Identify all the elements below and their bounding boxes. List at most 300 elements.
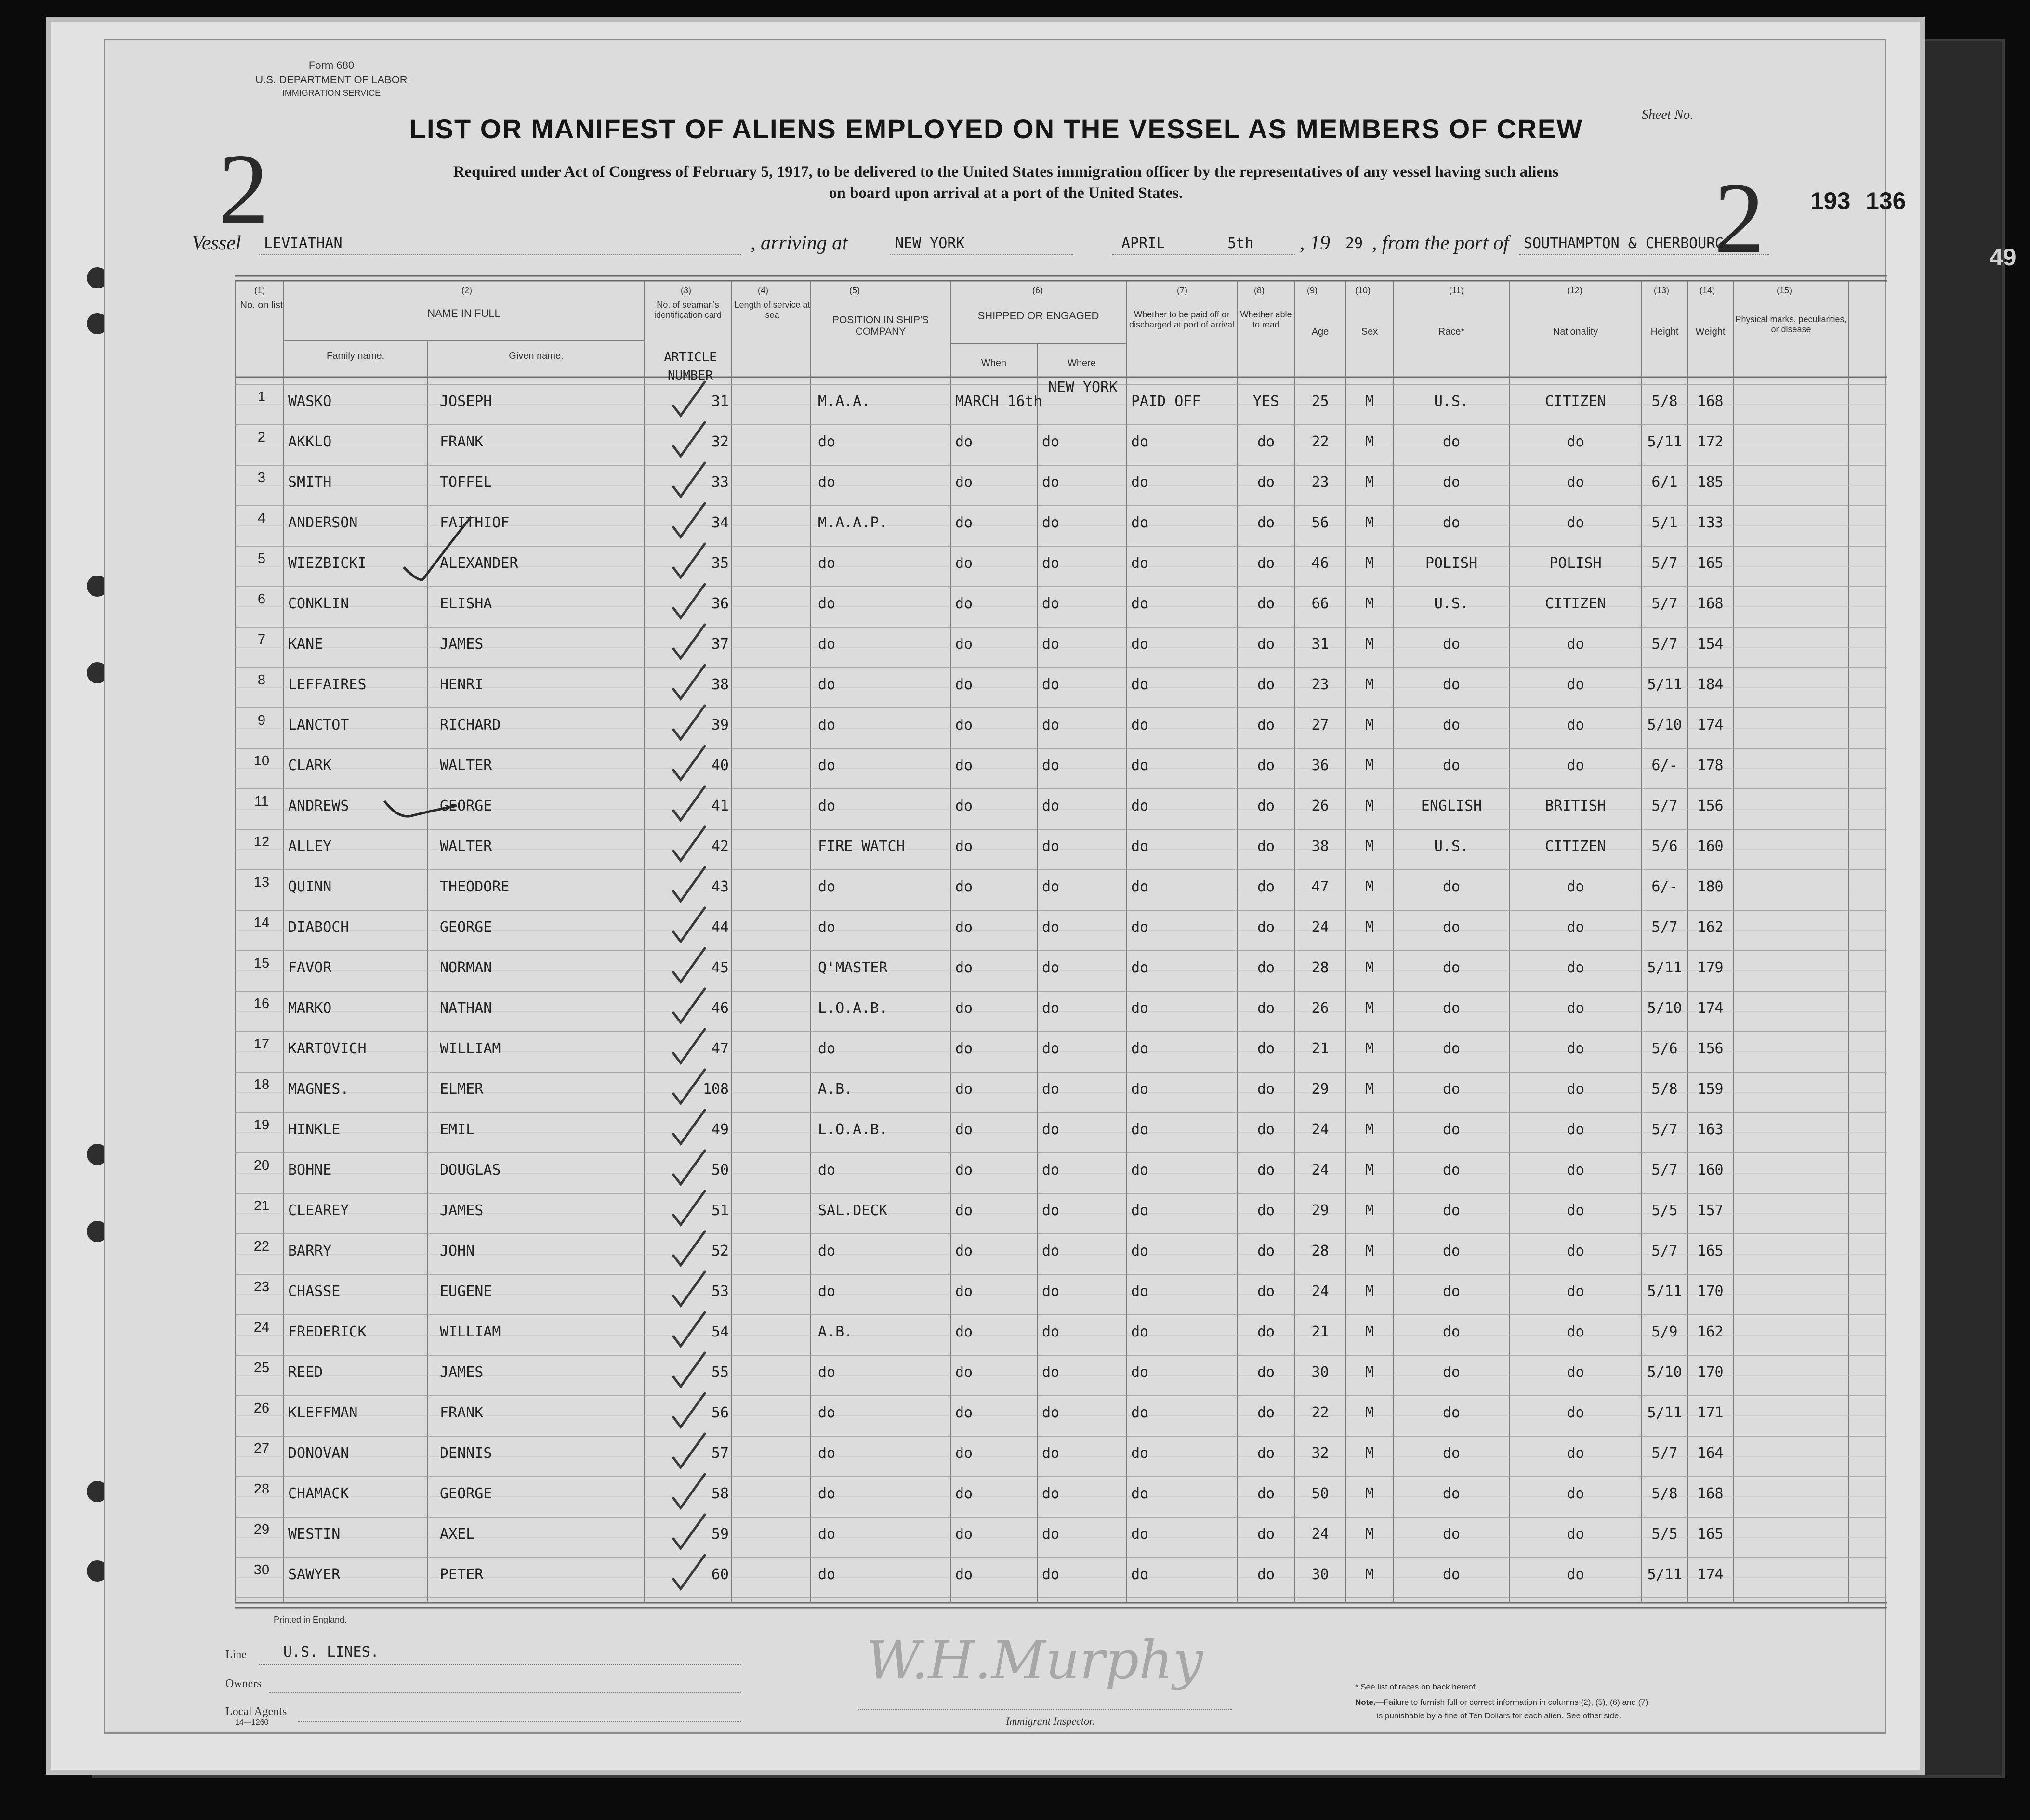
- row-when: MARCH 16th: [955, 393, 1042, 410]
- row-weight: 164: [1697, 1445, 1724, 1462]
- row-given: JAMES: [440, 1364, 484, 1381]
- row-weight: 160: [1697, 1162, 1724, 1178]
- row-no: 12: [253, 834, 270, 850]
- row-sex: M: [1365, 717, 1374, 733]
- row-given: GEORGE: [440, 919, 492, 936]
- row-family: WIEZBICKI: [288, 555, 367, 572]
- row-family: MARKO: [288, 1000, 332, 1017]
- row-given: PETER: [440, 1566, 484, 1583]
- col11-number: (11): [1449, 286, 1464, 295]
- row-position: do: [818, 1162, 836, 1178]
- row-read: do: [1257, 1526, 1275, 1543]
- row-read: YES: [1252, 393, 1279, 410]
- row-given: HENRI: [440, 676, 484, 693]
- row-when: do: [955, 1445, 973, 1462]
- row-read: do: [1257, 1566, 1275, 1583]
- row-paid: do: [1131, 1202, 1149, 1219]
- row-given: ALEXANDER: [440, 555, 518, 572]
- department-label: U.S. DEPARTMENT OF LABOR: [255, 74, 408, 86]
- row-paid: do: [1131, 1566, 1149, 1583]
- row-race: do: [1442, 1526, 1461, 1543]
- row-sex: M: [1365, 1040, 1374, 1057]
- row-card: 58: [711, 1485, 729, 1502]
- row-sex: M: [1365, 514, 1374, 531]
- col2a-header: Family name.: [326, 351, 385, 361]
- row-when: do: [955, 798, 973, 814]
- row-weight: 133: [1697, 514, 1724, 531]
- row-where: do: [1042, 1485, 1060, 1502]
- row-age: 38: [1311, 838, 1329, 855]
- row-position: do: [818, 595, 836, 612]
- row-nationality: CITIZEN: [1545, 838, 1606, 855]
- row-sex: M: [1365, 1283, 1374, 1300]
- row-position: do: [818, 1404, 836, 1421]
- row-height: 5/8: [1651, 1485, 1678, 1502]
- row-card: 32: [711, 433, 729, 450]
- row-no: 24: [253, 1320, 270, 1335]
- row-weight: 180: [1697, 878, 1724, 895]
- row-no: 14: [253, 915, 270, 930]
- row-card: 57: [711, 1445, 729, 1462]
- row-height: 5/9: [1651, 1323, 1678, 1340]
- row-nationality: do: [1567, 676, 1584, 693]
- row-paid: do: [1131, 595, 1149, 612]
- row-age: 24: [1311, 1526, 1329, 1543]
- row-when: do: [955, 1364, 973, 1381]
- col1-header: No. on list: [240, 300, 283, 311]
- row-age: 29: [1311, 1081, 1329, 1098]
- row-card: 54: [711, 1323, 729, 1340]
- row-given: GEORGE: [440, 798, 492, 814]
- row-weight: 162: [1697, 1323, 1724, 1340]
- row-read: do: [1257, 1243, 1275, 1259]
- row-sex: M: [1365, 757, 1374, 774]
- owners-dotted-line: [269, 1692, 741, 1693]
- row-given: EUGENE: [440, 1283, 492, 1300]
- col8-number: (8): [1254, 286, 1265, 295]
- col10-number: (10): [1355, 286, 1371, 295]
- row-where: do: [1042, 919, 1060, 936]
- row-where: NEW YORK: [1048, 379, 1118, 396]
- row-nationality: do: [1567, 1121, 1584, 1138]
- row-position: M.A.A.: [818, 393, 870, 410]
- col11-header: Race*: [1438, 327, 1465, 337]
- row-nationality: do: [1567, 1040, 1584, 1057]
- row-nationality: do: [1567, 1081, 1584, 1098]
- row-paid: do: [1131, 676, 1149, 693]
- row-position: do: [818, 919, 836, 936]
- row-where: do: [1042, 1404, 1060, 1421]
- row-height: 5/11: [1647, 959, 1682, 976]
- row-age: 24: [1311, 1283, 1329, 1300]
- row-read: do: [1257, 555, 1275, 572]
- row-nationality: do: [1567, 757, 1584, 774]
- row-race: do: [1442, 433, 1461, 450]
- row-where: do: [1042, 838, 1060, 855]
- big-sheet-number-right: 2: [1714, 162, 1765, 274]
- row-nationality: do: [1567, 1162, 1584, 1178]
- row-given: ELISHA: [440, 595, 492, 612]
- row-card: 38: [711, 676, 729, 693]
- row-given: DOUGLAS: [440, 1162, 501, 1178]
- row-paid: do: [1131, 555, 1149, 572]
- row-family: FAVOR: [288, 959, 332, 976]
- row-no: 2: [257, 430, 266, 445]
- signature-dotted-line: [857, 1709, 1232, 1710]
- row-family: ANDREWS: [288, 798, 349, 814]
- col2b-header: Given name.: [509, 351, 564, 361]
- row-age: 50: [1311, 1485, 1329, 1502]
- row-read: do: [1257, 1202, 1275, 1219]
- col6-number: (6): [1032, 286, 1043, 295]
- row-where: do: [1042, 1323, 1060, 1340]
- row-read: do: [1257, 1162, 1275, 1178]
- row-no: 4: [257, 511, 266, 526]
- row-where: do: [1042, 595, 1060, 612]
- row-sex: M: [1365, 393, 1374, 410]
- col15-header: Physical marks, peculiarities, or disease: [1735, 314, 1847, 334]
- row-nationality: do: [1567, 1283, 1584, 1300]
- row-race: ENGLISH: [1421, 798, 1482, 814]
- row-given: NATHAN: [440, 1000, 492, 1017]
- col8-header: Whether able to read: [1240, 310, 1292, 329]
- col12-header: Nationality: [1553, 327, 1598, 337]
- row-height: 5/7: [1651, 636, 1678, 653]
- row-paid: do: [1131, 1323, 1149, 1340]
- row-when: do: [955, 838, 973, 855]
- row-age: 26: [1311, 798, 1329, 814]
- row-race: do: [1442, 1000, 1461, 1017]
- printed-in: Printed in England.: [274, 1615, 347, 1624]
- row-position: do: [818, 757, 836, 774]
- row-nationality: do: [1567, 514, 1584, 531]
- row-sex: M: [1365, 878, 1374, 895]
- row-weight: 174: [1697, 1000, 1724, 1017]
- row-nationality: do: [1567, 1526, 1584, 1543]
- col6a-header: When: [981, 358, 1007, 368]
- row-read: do: [1257, 433, 1275, 450]
- row-no: 26: [253, 1401, 270, 1416]
- row-no: 21: [253, 1198, 270, 1214]
- row-where: do: [1042, 676, 1060, 693]
- row-age: 25: [1311, 393, 1329, 410]
- row-race: do: [1442, 1243, 1461, 1259]
- row-race: do: [1442, 1445, 1461, 1462]
- row-when: do: [955, 1566, 973, 1583]
- row-height: 5/7: [1651, 555, 1678, 572]
- row-read: do: [1257, 1081, 1275, 1098]
- edge-number: 49: [1990, 244, 2017, 271]
- margin-number-2: 136: [1866, 187, 1906, 214]
- row-nationality: do: [1567, 1404, 1584, 1421]
- row-position: do: [818, 474, 836, 491]
- row-no: 8: [257, 672, 266, 688]
- row-nationality: do: [1567, 717, 1584, 733]
- row-nationality: CITIZEN: [1545, 393, 1606, 410]
- row-position: do: [818, 717, 836, 733]
- row-card: 33: [711, 474, 729, 491]
- row-weight: 165: [1697, 1526, 1724, 1543]
- row-where: do: [1042, 1000, 1060, 1017]
- row-no: 16: [253, 996, 270, 1011]
- col6-header: SHIPPED OR ENGAGED: [977, 310, 1099, 322]
- row-nationality: do: [1567, 1485, 1584, 1502]
- row-sex: M: [1365, 676, 1374, 693]
- row-no: 27: [253, 1441, 270, 1456]
- row-when: do: [955, 1081, 973, 1098]
- row-given: WILLIAM: [440, 1040, 501, 1057]
- row-when: do: [955, 1323, 973, 1340]
- row-age: 47: [1311, 878, 1329, 895]
- row-given: WILLIAM: [440, 1323, 501, 1340]
- row-age: 46: [1311, 555, 1329, 572]
- row-age: 28: [1311, 959, 1329, 976]
- row-nationality: do: [1567, 1445, 1584, 1462]
- col3-header: No. of seaman's identification card: [654, 300, 722, 320]
- row-where: do: [1042, 555, 1060, 572]
- row-weight: 156: [1697, 1040, 1724, 1057]
- row-no: 22: [253, 1239, 270, 1254]
- arrival-port: NEW YORK: [895, 235, 965, 252]
- row-race: do: [1442, 1404, 1461, 1421]
- row-position: do: [818, 1566, 836, 1583]
- row-read: do: [1257, 676, 1275, 693]
- row-when: do: [955, 676, 973, 693]
- row-position: do: [818, 1040, 836, 1057]
- row-sex: M: [1365, 636, 1374, 653]
- row-where: do: [1042, 1040, 1060, 1057]
- row-family: SAWYER: [288, 1566, 341, 1583]
- row-height: 5/8: [1651, 393, 1678, 410]
- row-age: 30: [1311, 1566, 1329, 1583]
- row-family: DONOVAN: [288, 1445, 349, 1462]
- row-position: A.B.: [818, 1081, 853, 1098]
- row-given: JOHN: [440, 1243, 475, 1259]
- row-position: do: [818, 1485, 836, 1502]
- row-race: U.S.: [1434, 393, 1469, 410]
- row-no: 17: [253, 1036, 270, 1052]
- row-height: 5/6: [1651, 1040, 1678, 1057]
- row-race: do: [1442, 636, 1461, 653]
- row-age: 36: [1311, 757, 1329, 774]
- row-age: 30: [1311, 1364, 1329, 1381]
- col4-header: Length of service at sea: [734, 300, 810, 320]
- row-age: 26: [1311, 1000, 1329, 1017]
- line-dotted-line: [259, 1664, 741, 1665]
- col3-number: (3): [681, 286, 691, 295]
- row-given: JAMES: [440, 1202, 484, 1219]
- row-card: 34: [711, 514, 729, 531]
- row-race: do: [1442, 1121, 1461, 1138]
- row-race: do: [1442, 1485, 1461, 1502]
- row-no: 7: [257, 632, 266, 647]
- row-weight: 159: [1697, 1081, 1724, 1098]
- penalty-note: [1355, 1698, 1648, 1707]
- row-card: 52: [711, 1243, 729, 1259]
- row-given: JOSEPH: [440, 393, 492, 410]
- row-nationality: do: [1567, 1000, 1584, 1017]
- row-paid: do: [1131, 1121, 1149, 1138]
- row-no: 20: [253, 1158, 270, 1173]
- row-family: AKKLO: [288, 433, 332, 450]
- row-read: do: [1257, 514, 1275, 531]
- row-sex: M: [1365, 1323, 1374, 1340]
- row-read: do: [1257, 474, 1275, 491]
- row-when: do: [955, 1404, 973, 1421]
- margin-number: 193: [1810, 187, 1851, 214]
- row-sex: M: [1365, 1485, 1374, 1502]
- col15-number: (15): [1777, 286, 1793, 295]
- row-height: 5/7: [1651, 1445, 1678, 1462]
- row-weight: 172: [1697, 433, 1724, 450]
- row-position: A.B.: [818, 1323, 853, 1340]
- row-weight: 178: [1697, 757, 1724, 774]
- row-read: do: [1257, 636, 1275, 653]
- row-paid: do: [1131, 1283, 1149, 1300]
- row-position: do: [818, 1243, 836, 1259]
- row-race: U.S.: [1434, 838, 1469, 855]
- row-when: do: [955, 1121, 973, 1138]
- row-given: TOFFEL: [440, 474, 492, 491]
- row-race: do: [1442, 1323, 1461, 1340]
- row-sex: M: [1365, 433, 1374, 450]
- row-family: CLARK: [288, 757, 332, 774]
- row-where: do: [1042, 1162, 1060, 1178]
- row-paid: do: [1131, 919, 1149, 936]
- row-height: 5/8: [1651, 1081, 1678, 1098]
- row-paid: do: [1131, 1404, 1149, 1421]
- row-given: FRANK: [440, 433, 484, 450]
- row-paid: do: [1131, 474, 1149, 491]
- row-nationality: do: [1567, 636, 1584, 653]
- inspector-label: Immigrant Inspector.: [1006, 1715, 1095, 1727]
- row-when: do: [955, 717, 973, 733]
- row-race: do: [1442, 514, 1461, 531]
- row-paid: do: [1131, 1364, 1149, 1381]
- row-paid: do: [1131, 1485, 1149, 1502]
- row-height: 5/10: [1647, 1364, 1682, 1381]
- row-race: do: [1442, 717, 1461, 733]
- row-position: do: [818, 1283, 836, 1300]
- row-paid: do: [1131, 838, 1149, 855]
- row-sex: M: [1365, 1526, 1374, 1543]
- row-no: 18: [253, 1077, 270, 1092]
- row-age: 66: [1311, 595, 1329, 612]
- row-position: Q'MASTER: [818, 959, 888, 976]
- row-card: 40: [711, 757, 729, 774]
- row-when: do: [955, 878, 973, 895]
- row-card: 51: [711, 1202, 729, 1219]
- row-no: 11: [254, 794, 269, 809]
- row-where: do: [1042, 474, 1060, 491]
- row-when: do: [955, 1485, 973, 1502]
- service-label: IMMIGRATION SERVICE: [282, 88, 381, 98]
- row-no: 10: [253, 753, 270, 769]
- row-when: do: [955, 1202, 973, 1219]
- row-paid: do: [1131, 1243, 1149, 1259]
- row-height: 5/11: [1647, 1283, 1682, 1300]
- row-when: do: [955, 959, 973, 976]
- from-port-label: , from the port of: [1372, 232, 1509, 254]
- row-family: REED: [288, 1364, 323, 1381]
- row-card: 39: [711, 717, 729, 733]
- row-paid: do: [1131, 1040, 1149, 1057]
- row-weight: 184: [1697, 676, 1724, 693]
- row-read: do: [1257, 1121, 1275, 1138]
- row-family: CHASSE: [288, 1283, 341, 1300]
- row-nationality: POLISH: [1549, 555, 1602, 572]
- row-no: 23: [253, 1279, 270, 1295]
- row-when: do: [955, 1526, 973, 1543]
- row-card: 45: [711, 959, 729, 976]
- row-where: do: [1042, 636, 1060, 653]
- row-no: 30: [253, 1562, 270, 1578]
- row-card: 50: [711, 1162, 729, 1178]
- row-paid: do: [1131, 1526, 1149, 1543]
- row-height: 5/5: [1651, 1526, 1678, 1543]
- arrival-day: 5th: [1227, 235, 1254, 252]
- row-height: 5/7: [1651, 595, 1678, 612]
- row-read: do: [1257, 1364, 1275, 1381]
- penalty-note-2: is punishable by a fine of Ten Dollars for each alien. See other side.: [1377, 1711, 1621, 1720]
- row-where: do: [1042, 1283, 1060, 1300]
- row-card: 37: [711, 636, 729, 653]
- row-when: do: [955, 474, 973, 491]
- row-family: KANE: [288, 636, 323, 653]
- row-where: do: [1042, 1202, 1060, 1219]
- row-race: do: [1442, 878, 1461, 895]
- row-where: do: [1042, 1364, 1060, 1381]
- row-where: do: [1042, 717, 1060, 733]
- row-height: 6/1: [1651, 474, 1678, 491]
- row-sex: M: [1365, 1566, 1374, 1583]
- row-when: do: [955, 555, 973, 572]
- row-card: 60: [711, 1566, 729, 1583]
- row-given: GEORGE: [440, 1485, 492, 1502]
- row-race: do: [1442, 1566, 1461, 1583]
- row-where: do: [1042, 1121, 1060, 1138]
- row-paid: do: [1131, 757, 1149, 774]
- row-nationality: do: [1567, 1364, 1584, 1381]
- row-nationality: do: [1567, 1323, 1584, 1340]
- row-no: 5: [257, 551, 266, 566]
- row-race: do: [1442, 1081, 1461, 1098]
- row-race: do: [1442, 676, 1461, 693]
- row-weight: 160: [1697, 838, 1724, 855]
- row-given: ELMER: [440, 1081, 484, 1098]
- row-card: 42: [711, 838, 729, 855]
- row-paid: do: [1131, 717, 1149, 733]
- subtitle-line-2: on board upon arrival at a port of the United States.: [829, 184, 1183, 202]
- row-paid: do: [1131, 878, 1149, 895]
- row-nationality: do: [1567, 433, 1584, 450]
- row-where: do: [1042, 757, 1060, 774]
- row-given: EMIL: [440, 1121, 475, 1138]
- row-nationality: CITIZEN: [1545, 595, 1606, 612]
- row-weight: 170: [1697, 1364, 1724, 1381]
- row-age: 24: [1311, 919, 1329, 936]
- row-card: 108: [702, 1081, 729, 1098]
- row-height: 5/7: [1651, 1121, 1678, 1138]
- row-no: 3: [257, 470, 266, 485]
- form-number: Form 680: [308, 59, 355, 71]
- agents-label: Local Agents: [225, 1705, 287, 1718]
- row-nationality: do: [1567, 959, 1584, 976]
- row-paid: do: [1131, 798, 1149, 814]
- row-no: 29: [253, 1522, 270, 1537]
- row-card: 47: [711, 1040, 729, 1057]
- row-height: 6/-: [1651, 878, 1678, 895]
